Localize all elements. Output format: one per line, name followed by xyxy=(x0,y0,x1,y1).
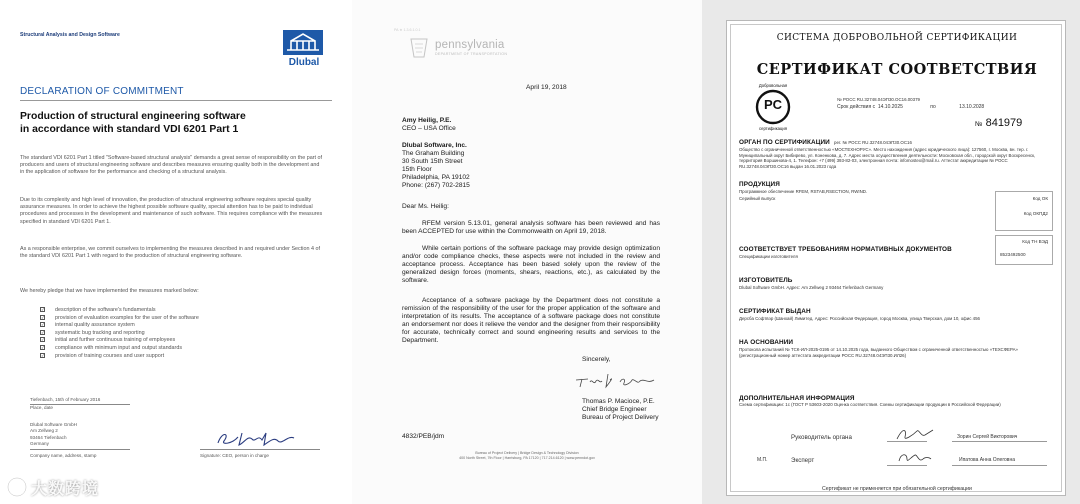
certificate-footer: Сертификат не применяется при обязательной сертификации xyxy=(822,486,972,492)
head-name-line xyxy=(952,441,1047,442)
state-name: pennsylvania xyxy=(435,39,505,51)
company-city: 93464 Tiefenbach xyxy=(30,434,67,440)
manufacturer-text: Dlubal Software GmbH. Адрес: Am Zellweg 2 93464 Tiefenbach Germany xyxy=(739,285,884,290)
product-text: Программное обеспечение RFEM, RSTAB,RSECTION, RWIND. xyxy=(739,189,868,194)
paragraph-3: As a responsible enterprise, we commit ourselves to implementing the measures described in and required under Section 4 of the standard VDI 6201 Part 1 with regard to the production of structural engineering software. xyxy=(20,246,320,260)
list-item: ✓ initial and further continuous training of employees xyxy=(41,337,176,344)
list-item: ✓ provision of training courses and user support xyxy=(41,352,165,359)
recipient-name: Amy Heilig, P.E. xyxy=(402,117,452,124)
validity-period: Срок действия с 14.10.2025 по 13.10.2028 xyxy=(837,104,985,110)
expert-signature xyxy=(895,449,935,472)
signer-block xyxy=(582,398,659,422)
watermark xyxy=(6,476,99,498)
place-date-label: Place, date xyxy=(30,405,53,410)
voluntary-certification-mark xyxy=(749,83,797,131)
footer-line-1: Bureau of Project Delivery | Bridge Design & Technology Division xyxy=(475,451,579,455)
code-okpd: Код ОКПД2 xyxy=(1023,211,1048,216)
paragraph-1: The standard VDI 6201 Part 1 titled "Software-based structural analysis" demands a great sense of responsibility on the part of producers and users of structural engineering software and describes measures ensuring quality both in the development and in the application of software for the performance and checking of a structural analysis. xyxy=(20,155,322,176)
document-topline: Structural Analysis and Design Software xyxy=(20,32,120,38)
issued-to-label: СЕРТИФИКАТ ВЫДАН xyxy=(739,308,811,315)
list-item: ✓ internal quality assurance system xyxy=(41,322,135,329)
paragraph-2: Due to its complexity and high level of innovation, the production of structural engineering software requires special quality assurance measures. In order to achieve the highest possible software quality, special attention has to be paid to individual procedures and processes in the development and maintenance of such software. This requires compliance with the measures specified in standard VDI 6201 Part 1. xyxy=(20,197,323,225)
checkbox-checked-icon: ✓ xyxy=(41,314,45,320)
place-date-value: Tiefenbach, 15th of February 2016 xyxy=(30,397,101,402)
mark-bottom-text: сертификация xyxy=(759,126,787,131)
recipient-title: CEO – USA Office xyxy=(402,125,456,132)
checkbox-checked-icon: ✓ xyxy=(41,322,45,328)
expert-name: Ипатова Анна Олеговна xyxy=(959,457,1016,463)
phone-number: Phone: (267) 702-2815 xyxy=(402,182,470,189)
head-signature xyxy=(895,425,935,448)
head-signature-line xyxy=(887,441,927,442)
address-line: Philadelphia, PA 19102 xyxy=(402,174,470,181)
dlubal-declaration-document xyxy=(0,0,352,504)
basis-label: НА ОСНОВАНИИ xyxy=(739,339,794,346)
salutation: Dear Ms. Heilig: xyxy=(402,203,449,210)
expert-label: Эксперт xyxy=(791,457,815,464)
signer-title: Chief Bridge Engineer xyxy=(582,406,647,413)
checkbox-checked-icon: ✓ xyxy=(41,352,45,358)
checkbox-checked-icon: ✓ xyxy=(41,345,45,351)
expert-signature-line xyxy=(887,465,927,466)
product-label: ПРОДУКЦИЯ xyxy=(739,181,780,188)
certification-body-text: Общество с ограниченной ответственностью «МОСТЕХНОРУС». Место нахождения (адрес юридического лица): 127560, г. Москва, вн. тер. г. Муниципальный округ Бибирево, ул. Коненкова, д. 7. Адрес места осуществления деятельности: Московская обл., городской округ Воскресенск, территория Воршинова-4, 1. Телефон: +7 (499) 393-82-03, электронная почта: infomostex@mail.ru. Аттестат аккредитации № РОСС RU.32748.04ЭП30.ОС16 выдан 16.01.2023 года xyxy=(739,147,1036,170)
code-ok: Код ОК xyxy=(1032,196,1048,201)
additional-info-text: Схема сертификации: 1с (ГОСТ Р 53603-2020 Оценка соответствия. Схемы сертификации продукции в Российской Федерации) xyxy=(739,402,1001,407)
department-name: DEPARTMENT OF TRANSPORTATION xyxy=(435,52,508,56)
closing: Sincerely, xyxy=(582,356,611,363)
watermark-logo-icon xyxy=(6,476,28,498)
logo-text: Dlubal xyxy=(288,57,320,68)
certification-body-label: ОРГАН ПО СЕРТИФИКАЦИИ xyxy=(739,139,830,146)
paragraph-3: Acceptance of a software package by the Department does not constitute a remission of the responsibility of the user for the proper application of the software and interpretation of its results. The acceptance of a software package does not constitute an endorsement nor does it relieve the vendor and the designer from their responsibility for accurate, technically correct and sound engineering results and services to the Department. xyxy=(402,297,660,344)
ceo-signature xyxy=(212,425,302,456)
company-name: Dlubal Software GmbH xyxy=(30,422,77,427)
code-tn-value: 8523492500 xyxy=(1000,252,1026,257)
dlubal-logo xyxy=(280,30,330,70)
russian-conformity-certificate xyxy=(702,0,1080,504)
expert-name-line xyxy=(952,465,1047,466)
company-name: Dlubal Software, Inc. xyxy=(402,142,467,149)
footer-line-2: 400 North Street, 7th Floor | Harrisburg, PA 17120 | 717.214.6120 | www.penndot.gov xyxy=(459,456,595,460)
additional-info-label: ДОПОЛНИТЕЛЬНАЯ ИНФОРМАЦИЯ xyxy=(739,395,855,402)
issued-to-text: Дерсба Софтвэр (Шанхай) Лимитед. Адрес: Российская Федерация, город Москва, улица Тверская, дом 10, офис 456 xyxy=(739,316,980,321)
list-item: ✓ compliance with minimum input and output standards xyxy=(41,344,183,351)
address-line: 15th Floor xyxy=(402,166,432,173)
checkbox-checked-icon: ✓ xyxy=(41,307,45,313)
penndot-logo xyxy=(407,36,547,60)
keystone-icon xyxy=(407,36,431,60)
company-street: Am Zellweg 2 xyxy=(30,428,58,434)
code-tn-label: Код ТН ВЭД xyxy=(1022,239,1048,244)
measures-checklist xyxy=(40,307,199,360)
mark-top-text: Добровольная xyxy=(758,83,788,88)
document-title xyxy=(20,110,340,136)
seal-text: PA ★ 1.3.6.1.0.1 xyxy=(394,28,421,32)
tn-code-box xyxy=(995,235,1053,265)
company-line xyxy=(30,449,130,450)
head-name: Зорин Сергей Викторович xyxy=(957,434,1018,440)
codes-box xyxy=(995,191,1053,231)
penndot-acceptance-letter xyxy=(352,0,702,504)
basis-text: Протокола испытаний № ТСК-ИЛ-2025-0195 от 14.10.2025 года, выданного Обществом с ограниченной ответственностью «ТЕХСФЕРА» (регистрационный номер аттестата аккредитации РОСС RU.32748.04ЭП30.ИЛ26) xyxy=(739,347,1018,358)
requirements-label: СООТВЕТСТВУЕТ ТРЕБОВАНИЯМ НОРМАТИВНЫХ ДОКУМЕНТОВ xyxy=(739,246,952,253)
title-line-1: Production of structural engineering software xyxy=(20,111,246,122)
signature-line xyxy=(200,449,320,450)
title-line-2: in accordance with standard VDI 6201 Part 1 xyxy=(20,124,239,135)
registration-number: № РОСС RU.32748.04ЭП30.ОС16.00379 xyxy=(837,97,920,102)
certification-body-reg: рег. № РОСС RU.32748.04ЭП30.ОС16 xyxy=(834,140,912,145)
list-item: ✓ description of the software's fundamentals xyxy=(41,307,156,313)
requirements-spec: Спецификации изготовителя xyxy=(739,254,798,259)
company-label: Company name, address, stamp xyxy=(30,453,97,458)
checkbox-checked-icon: ✓ xyxy=(41,329,45,335)
certificate-frame xyxy=(726,20,1066,496)
reference-code: 4832/PEB/jdm xyxy=(402,433,445,440)
checkbox-checked-icon: ✓ xyxy=(41,337,45,343)
certification-system: СИСТЕМА ДОБРОВОЛЬНОЙ СЕРТИФИКАЦИИ xyxy=(776,33,1018,43)
signer-signature xyxy=(574,370,660,395)
address-line: The Graham Building xyxy=(402,150,465,157)
certificate-title: СЕРТИФИКАТ СООТВЕТСТВИЯ xyxy=(756,61,1038,78)
company-address xyxy=(30,422,77,448)
signer-name: Thomas P. Macioce, P.E. xyxy=(582,398,655,405)
signer-office: Bureau of Project Delivery xyxy=(582,414,659,421)
declaration-heading: DECLARATION OF COMMITMENT xyxy=(20,86,184,97)
paragraph-2: While certain portions of the software package may provide design optimization and/or code compliance checks, these aspects were not included in the review and acceptance process. Acceptance has been based solely upon the review of the generalized design forces (moments, shears, reactions, etc.), as calculated by the software. xyxy=(402,245,660,284)
product-serial: Серийный выпуск xyxy=(739,196,776,201)
recipient-address xyxy=(402,142,470,190)
mark-letters: PC xyxy=(763,97,783,112)
head-label: Руководитель органа xyxy=(791,434,852,441)
paragraph-4: We hereby pledge that we have implemented the measures marked below: xyxy=(20,288,199,294)
certificate-number: № 841979 xyxy=(975,117,1023,129)
address-line: 30 South 15th Street xyxy=(402,158,463,165)
divider xyxy=(20,100,332,101)
signature-label: Signature: CEO, person in charge xyxy=(200,453,269,458)
manufacturer-label: ИЗГОТОВИТЕЛЬ xyxy=(739,277,793,284)
stamp-label: М.П. xyxy=(757,457,768,463)
company-country: Germany xyxy=(30,441,49,447)
list-item: ✓ systematic bug tracking and reporting xyxy=(41,329,145,336)
paragraph-1: RFEM version 5.13.01, general analysis software has been reviewed and has been ACCEPTED for use within the Commonwealth on April 19, 2018. xyxy=(402,220,660,235)
list-item: ✓ provision of evaluation examples for the user of the software xyxy=(41,314,199,321)
letter-date: April 19, 2018 xyxy=(526,84,567,91)
bridge-icon xyxy=(283,30,323,55)
watermark-text: 大数跨境 xyxy=(31,480,100,498)
